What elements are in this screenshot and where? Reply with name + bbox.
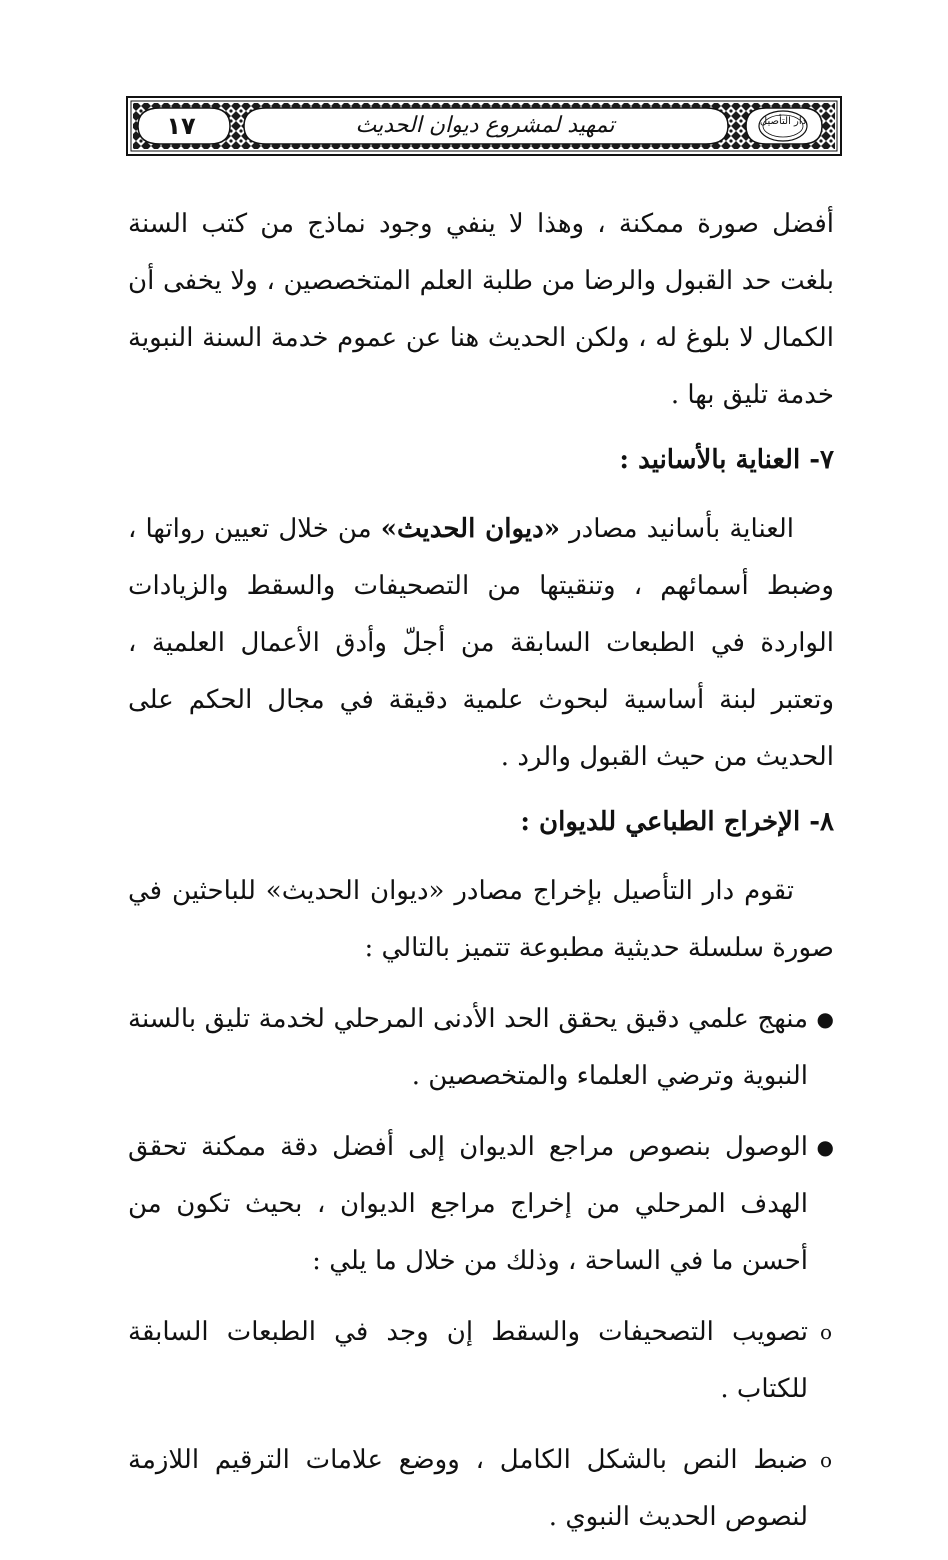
page-body [128,196,834,1560]
list-item [128,1119,834,1290]
sub-list-item-text: تصويب التصحيفات والسقط إن وجد في الطبعات السابقة للكتاب . [128,1317,808,1404]
sub-list-item [128,1432,834,1546]
page-number: ١٧ [166,112,196,140]
paragraph-intro: أفضل صورة ممكنة ، وهذا لا ينفي وجود نماذج من كتب السنة بلغت حد القبول والرضا من طلبة العلم المتخصصين ، ولا يخفى أن الكمال لا بلوغ له ، ولكن الحديث هنا عن عموم خدمة السنة النبوية خدمة تليق بها . [128,209,834,410]
paragraph-printing: تقوم دار التأصيل بإخراج مصادر «ديوان الحديث» للباحثين في صورة سلسلة حديثية مطبوعة تتميز بالتالي : [128,876,834,963]
bullet-circle-icon: o [819,1448,832,1472]
bullet-circle-icon: o [819,1320,832,1344]
paragraph-isnad-rest: من خلال تعيين رواتها ، وضبط أسمائهم ، وتنقيتها من التصحيفات والسقط والزيادات الواردة في الطبعات السابقة من أجلّ وأدق الأعمال العلمية ، وتعتبر لبنة أساسية لبحوث علمية دقيقة في مجال الحكم على الحديث من حيث القبول والرد . [128,514,834,772]
section-heading-7: ٧- العناية بالأسانيد : [619,445,834,475]
diwan-title-emphasis: «ديوان الحديث» [380,514,560,544]
running-title: تمهيد لمشروع ديوان الحديث [355,113,615,138]
bullet-dot-icon: ● [816,1135,834,1159]
list-item [128,991,834,1105]
sub-feature-list [128,1304,834,1546]
sub-list-item-text: ضبط النص بالشكل الكامل ، ووضع علامات الترقيم اللازمة لنصوص الحديث النبوي . [128,1445,808,1532]
section-heading-8: ٨- الإخراج الطباعي للديوان : [520,807,834,837]
sub-list-item [128,1304,834,1418]
feature-list [128,991,834,1290]
paragraph-isnad-start: العناية بأسانيد مصادر [560,514,794,544]
publisher-seal-text: دار التأصيل [759,116,807,127]
list-item-text: الوصول بنصوص مراجع الديوان إلى أفضل دقة ممكنة تحقق الهدف المرحلي من إخراج مراجع الديوان ، بحيث تكون من أحسن ما في الساحة ، وذلك من خلال ما يلي : [128,1132,808,1276]
paragraph-isnad [128,501,834,786]
list-item-text: منهج علمي دقيق يحقق الحد الأدنى المرحلي لخدمة تليق بالسنة النبوية وترضي العلماء والمتخصصين . [128,1004,808,1091]
bullet-dot-icon: ● [816,1007,834,1031]
